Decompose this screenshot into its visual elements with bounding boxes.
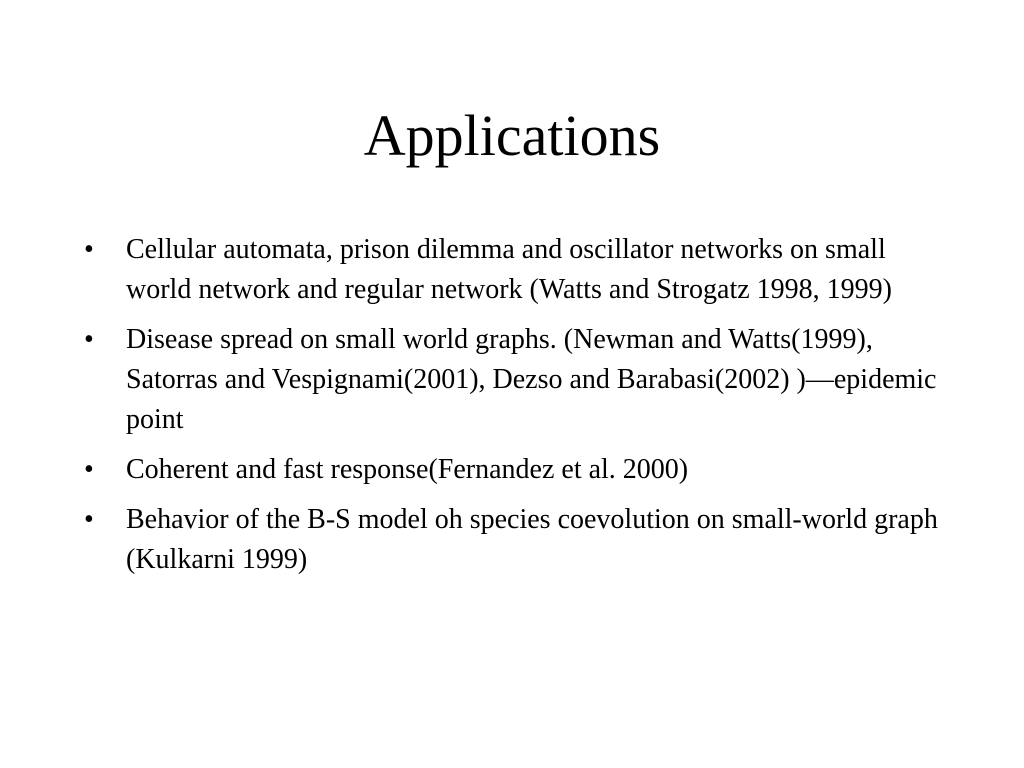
bullet-item (84, 500, 944, 580)
slide-title: Applications (363, 103, 661, 168)
bullet-item (84, 230, 944, 310)
bullet-marker: • (84, 234, 94, 265)
bullet-text: Behavior of the B-S model oh species coevolution on small-world graph (Kulkarni 1999) (126, 504, 938, 575)
bullet-item (84, 450, 944, 490)
bullet-text: Cellular automata, prison dilemma and oscillator networks on small world network and regular network (Watts and Strogatz 1998, 1999) (126, 234, 892, 305)
bullet-item (84, 320, 944, 440)
bullet-marker: • (84, 504, 94, 535)
bullet-list (84, 230, 944, 590)
bullet-marker: • (84, 454, 94, 485)
bullet-text: Coherent and fast response(Fernandez et al. 2000) (126, 454, 689, 485)
bullet-marker: • (84, 324, 94, 355)
bullet-text: Disease spread on small world graphs. (Newman and Watts(1999), Satorras and Vespignami(2001), Dezso and Barabasi(2002) )—epidemic point (126, 324, 937, 435)
